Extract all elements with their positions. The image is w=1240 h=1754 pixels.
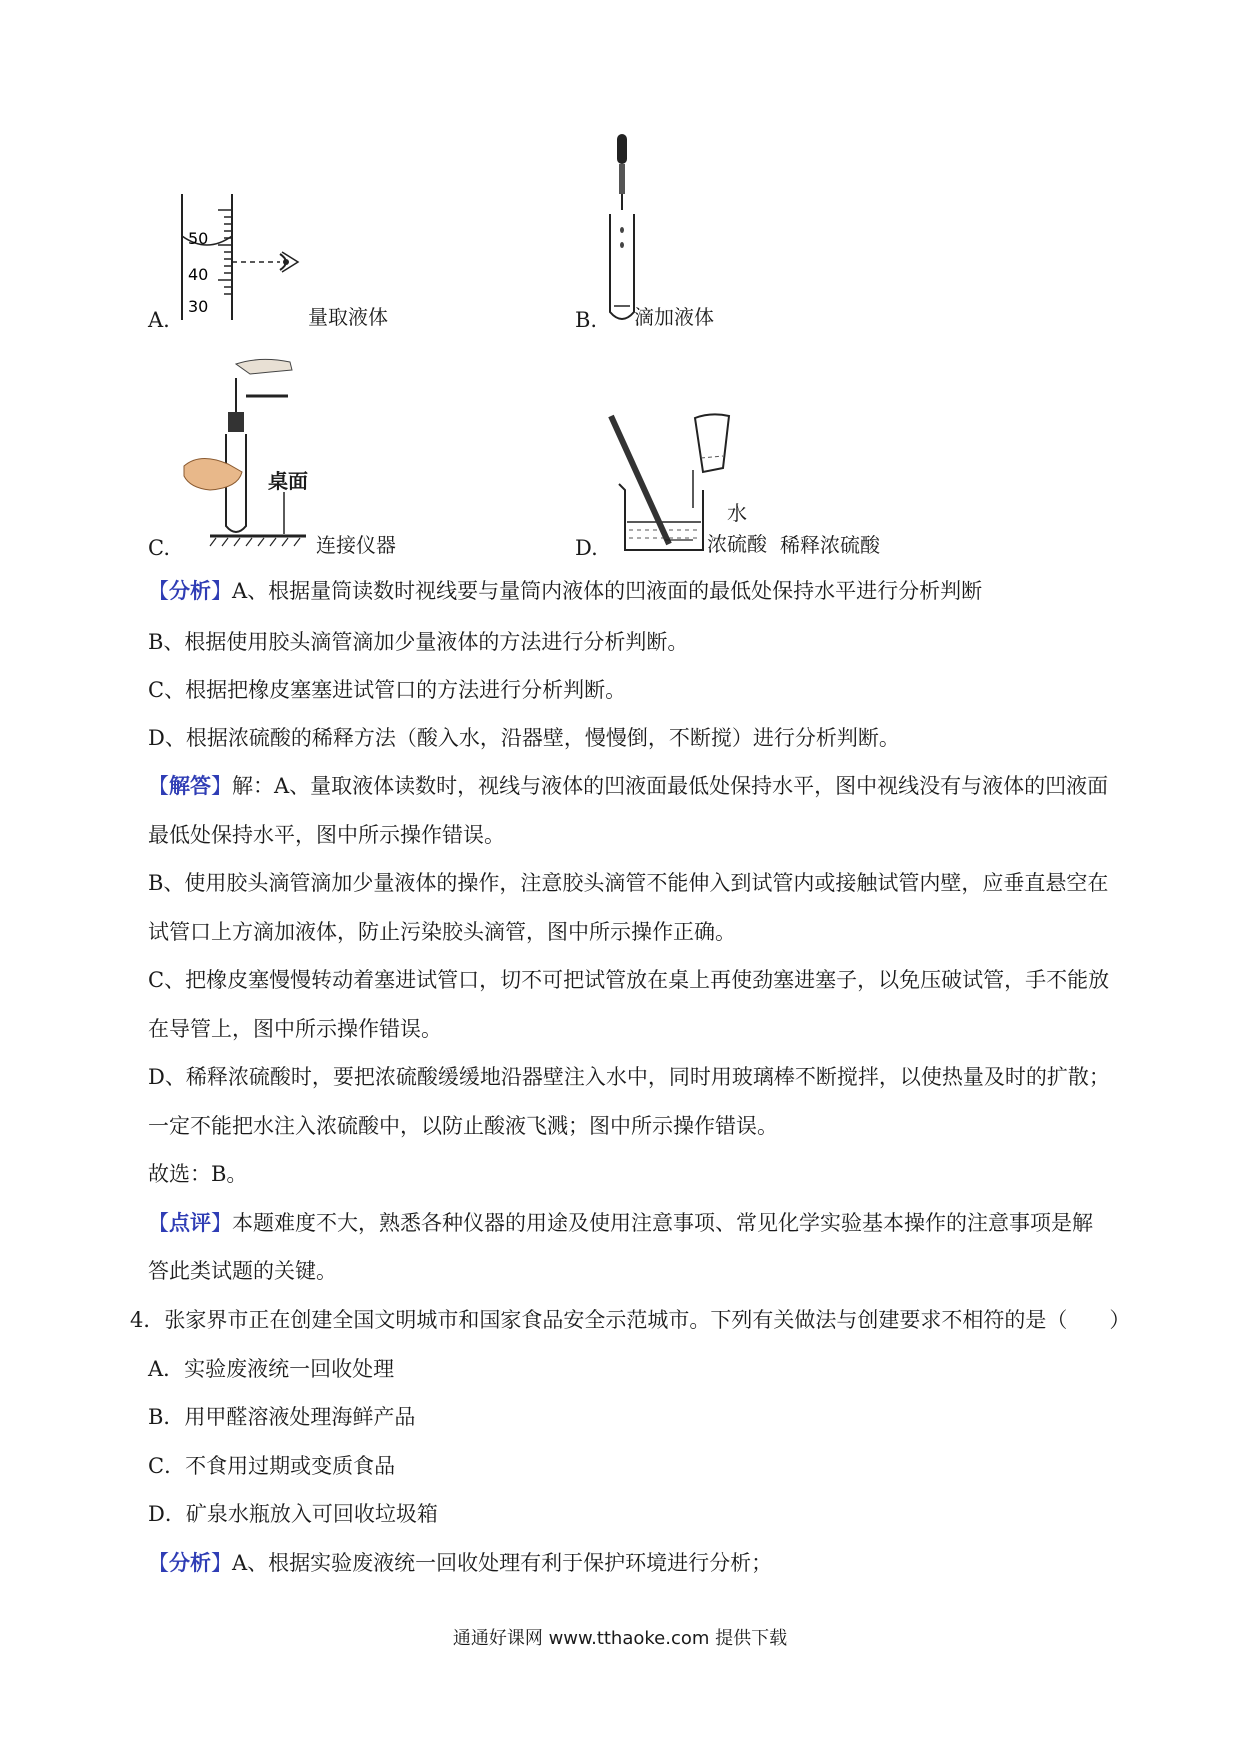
acid-label: 浓硫酸 [707,532,767,556]
option-b-letter: B. [575,308,598,332]
answer-tag: 解答 [169,774,211,798]
comment-tag: 点评 [169,1211,211,1235]
q3-comment-line-1: 【点评】本题难度不大，熟悉各种仪器的用途及使用注意事项、常见化学实验基本操作的注意事项是解 [148,1211,1093,1235]
graduated-cylinder-figure [170,190,310,330]
q4-option-c: C．不食用过期或变质食品 [148,1454,396,1478]
option-b-caption: 滴加液体 [634,305,714,329]
desk-label: 桌面 [268,469,308,493]
option-c-letter: C. [148,536,170,560]
q3-answer-line-2: 最低处保持水平，图中所示操作错误。 [148,823,505,847]
page-footer: 通通好课网 www.tthaoke.com 提供下载 [452,1628,788,1649]
stopper-figure [180,356,310,556]
analysis-tag: 分析 [169,579,211,603]
q4-analysis-tag: 分析 [169,1551,211,1575]
q4-option-d: D．矿泉水瓶放入可回收垃圾箱 [148,1502,438,1526]
q3-answer-line-5: C、把橡皮塞慢慢转动着塞进试管口，切不可把试管放在桌上再使劲塞进塞子，以免压破试管，手不能放 [148,968,1110,992]
option-a-caption: 量取液体 [308,305,388,329]
tick-30: 30 [188,297,209,316]
q4-option-a: A．实验废液统一回收处理 [148,1357,395,1381]
option-d-letter: D. [575,536,598,560]
q4-analysis-line-1: 【分析】A、根据实验废液统一回收处理有利于保护环境进行分析； [148,1551,773,1575]
q3-answer-line-8: 一定不能把水注入浓硫酸中，以防止酸液飞溅；图中所示操作错误。 [148,1114,778,1138]
option-d-caption: 稀释浓硫酸 [780,533,880,557]
q3-answer-line-7: D、稀释浓硫酸时，要把浓硫酸缓缓地沿器壁注入水中，同时用玻璃棒不断搅拌，以使热量及时的扩散； [148,1065,1110,1089]
q3-analysis-line-1: 【分析】A、根据量筒读数时视线要与量筒内液体的凹液面的最低处保持水平进行分析判断 [148,579,983,603]
water-label: 水 [727,501,747,525]
option-a-letter: A. [148,308,170,332]
dropper-figure [598,130,648,330]
tick-40: 40 [188,265,209,284]
q3-answer-line-1: 【解答】解：A、量取液体读数时，视线与液体的凹液面最低处保持水平，图中视线没有与液体的凹液面 [148,774,1109,798]
q3-comment-line-2: 答此类试题的关键。 [148,1259,337,1283]
q3-answer-line-4: 试管口上方滴加液体，防止污染胶头滴管，图中所示操作正确。 [148,920,736,944]
q3-analysis-line-2: B、根据使用胶头滴管滴加少量液体的方法进行分析判断。 [148,630,689,654]
q3-answer-line-3: B、使用胶头滴管滴加少量液体的操作，注意胶头滴管不能伸入到试管内或接触试管内壁，应垂直悬空在 [148,871,1109,895]
q4-stem: 4．张家界市正在创建全国文明城市和国家食品安全示范城市。下列有关做法与创建要求不相符的是（ ） [130,1308,1131,1332]
q3-answer-line-9: 故选：B。 [148,1162,248,1186]
q4-option-b: B．用甲醛溶液处理海鲜产品 [148,1405,416,1429]
q3-answer-line-6: 在导管上，图中所示操作错误。 [148,1017,442,1041]
tick-50: 50 [188,229,209,248]
q3-analysis-line-3: C、根据把橡皮塞塞进试管口的方法进行分析判断。 [148,678,627,702]
option-c-caption: 连接仪器 [316,533,396,557]
q3-analysis-line-4: D、根据浓硫酸的稀释方法（酸入水，沿器壁，慢慢倒，不断搅）进行分析判断。 [148,726,900,750]
